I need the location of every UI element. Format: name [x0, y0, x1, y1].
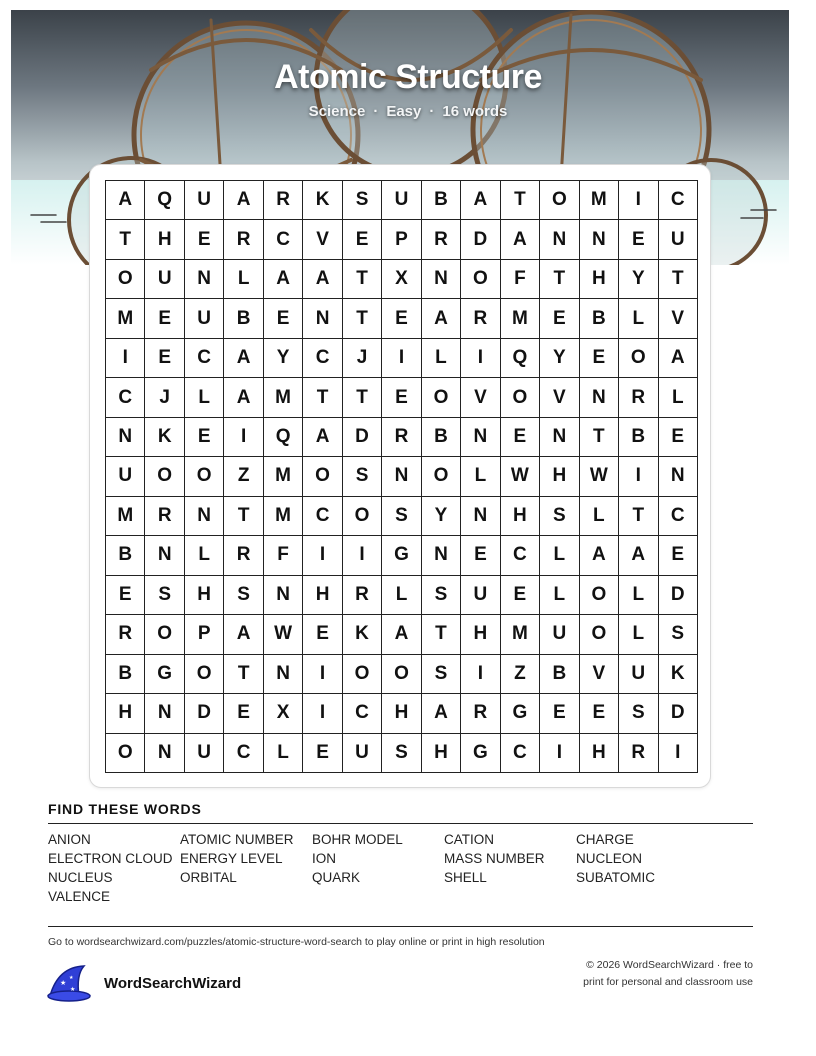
- grid-cell[interactable]: Z: [501, 655, 540, 694]
- grid-cell[interactable]: Z: [224, 457, 263, 496]
- grid-cell[interactable]: S: [343, 457, 382, 496]
- grid-cell[interactable]: N: [382, 457, 421, 496]
- grid-cell[interactable]: U: [461, 576, 500, 615]
- grid-cell[interactable]: O: [580, 576, 619, 615]
- grid-cell[interactable]: S: [540, 497, 579, 536]
- grid-cell[interactable]: E: [659, 418, 698, 457]
- grid-cell[interactable]: O: [343, 497, 382, 536]
- grid-cell[interactable]: H: [461, 615, 500, 654]
- grid-cell[interactable]: R: [461, 299, 500, 338]
- grid-cell[interactable]: O: [382, 655, 421, 694]
- grid-cell[interactable]: W: [264, 615, 303, 654]
- grid-cell[interactable]: C: [343, 694, 382, 733]
- grid-cell[interactable]: A: [619, 536, 658, 575]
- grid-cell[interactable]: O: [185, 655, 224, 694]
- grid-cell[interactable]: C: [501, 536, 540, 575]
- grid-cell[interactable]: S: [422, 655, 461, 694]
- grid-cell[interactable]: E: [619, 220, 658, 259]
- grid-cell[interactable]: E: [659, 536, 698, 575]
- grid-cell[interactable]: M: [501, 615, 540, 654]
- grid-cell[interactable]: M: [264, 457, 303, 496]
- grid-cell[interactable]: O: [619, 339, 658, 378]
- grid-cell[interactable]: L: [382, 576, 421, 615]
- grid-cell[interactable]: C: [185, 339, 224, 378]
- grid-cell[interactable]: X: [264, 694, 303, 733]
- grid-cell[interactable]: R: [224, 220, 263, 259]
- word-list-item: NUCLEON: [576, 851, 643, 866]
- word-list-item: QUARK: [312, 870, 361, 885]
- grid-cell[interactable]: O: [106, 734, 145, 773]
- grid-cell[interactable]: D: [343, 418, 382, 457]
- grid-cell[interactable]: H: [303, 576, 342, 615]
- grid-cell[interactable]: H: [580, 260, 619, 299]
- grid-cell[interactable]: W: [501, 457, 540, 496]
- brand[interactable]: [46, 963, 241, 1003]
- grid-cell[interactable]: S: [422, 576, 461, 615]
- grid-cell[interactable]: E: [343, 220, 382, 259]
- grid-cell[interactable]: I: [619, 457, 658, 496]
- grid-cell[interactable]: H: [580, 734, 619, 773]
- grid-cell[interactable]: L: [580, 497, 619, 536]
- grid-cell[interactable]: F: [501, 260, 540, 299]
- grid-cell[interactable]: Y: [264, 339, 303, 378]
- grid-cell[interactable]: I: [303, 655, 342, 694]
- grid-cell[interactable]: H: [422, 734, 461, 773]
- grid-cell[interactable]: K: [659, 655, 698, 694]
- grid-cell[interactable]: I: [659, 734, 698, 773]
- grid-cell[interactable]: I: [106, 339, 145, 378]
- grid-cell[interactable]: I: [461, 655, 500, 694]
- grid-cell[interactable]: T: [343, 299, 382, 338]
- word-list-item: VALENCE: [48, 889, 111, 904]
- grid-cell[interactable]: A: [106, 181, 145, 220]
- wizard-hat-icon: [46, 963, 92, 1003]
- grid-cell[interactable]: S: [145, 576, 184, 615]
- grid-cell[interactable]: T: [501, 181, 540, 220]
- grid-cell[interactable]: C: [303, 339, 342, 378]
- grid-cell[interactable]: U: [185, 181, 224, 220]
- grid-cell[interactable]: I: [382, 339, 421, 378]
- grid-cell[interactable]: H: [106, 694, 145, 733]
- grid-cell[interactable]: I: [461, 339, 500, 378]
- grid-cell[interactable]: R: [382, 418, 421, 457]
- grid-cell[interactable]: N: [461, 418, 500, 457]
- grid-cell[interactable]: P: [185, 615, 224, 654]
- divider: [48, 926, 753, 927]
- grid-cell[interactable]: I: [540, 734, 579, 773]
- word-list-item: CATION: [444, 832, 494, 847]
- word-list-heading: FIND THESE WORDS: [48, 801, 202, 817]
- grid-cell[interactable]: S: [619, 694, 658, 733]
- grid-cell[interactable]: E: [540, 694, 579, 733]
- grid-cell[interactable]: E: [382, 299, 421, 338]
- grid-cell[interactable]: V: [580, 655, 619, 694]
- grid-cell[interactable]: M: [106, 497, 145, 536]
- copyright-text: © 2026 WordSearchWizard · free to print for personal and classroom use: [583, 959, 753, 988]
- grid-cell[interactable]: R: [224, 536, 263, 575]
- grid-cell[interactable]: T: [580, 418, 619, 457]
- grid-cell[interactable]: A: [224, 615, 263, 654]
- grid-cell[interactable]: M: [264, 497, 303, 536]
- grid-cell[interactable]: L: [540, 536, 579, 575]
- grid-cell[interactable]: U: [185, 734, 224, 773]
- grid-cell[interactable]: M: [580, 181, 619, 220]
- grid-cell[interactable]: N: [145, 734, 184, 773]
- word-list-item: SHELL: [444, 870, 487, 885]
- grid-cell[interactable]: H: [540, 457, 579, 496]
- word-list-item: CHARGE: [576, 832, 634, 847]
- grid-cell[interactable]: T: [659, 260, 698, 299]
- grid-cell[interactable]: T: [422, 615, 461, 654]
- grid-cell[interactable]: B: [422, 181, 461, 220]
- grid-cell[interactable]: B: [106, 655, 145, 694]
- grid-cell[interactable]: I: [619, 181, 658, 220]
- grid-cell[interactable]: O: [145, 457, 184, 496]
- svg-text:★: ★: [60, 979, 67, 987]
- letter-grid: [105, 180, 698, 773]
- grid-cell[interactable]: L: [540, 576, 579, 615]
- grid-cell[interactable]: C: [303, 497, 342, 536]
- grid-cell[interactable]: N: [540, 220, 579, 259]
- grid-cell[interactable]: L: [461, 457, 500, 496]
- word-list-item: ELECTRON CLOUD: [48, 851, 173, 866]
- grid-cell[interactable]: G: [145, 655, 184, 694]
- grid-cell[interactable]: D: [659, 694, 698, 733]
- grid-cell[interactable]: N: [185, 497, 224, 536]
- grid-cell[interactable]: N: [580, 378, 619, 417]
- word-list-item: BOHR MODEL: [312, 832, 403, 847]
- grid-cell[interactable]: Q: [145, 181, 184, 220]
- grid-cell[interactable]: G: [461, 734, 500, 773]
- grid-cell[interactable]: U: [659, 220, 698, 259]
- grid-cell[interactable]: R: [619, 734, 658, 773]
- grid-cell[interactable]: N: [303, 299, 342, 338]
- grid-cell[interactable]: E: [580, 339, 619, 378]
- difficulty-label: Easy: [386, 103, 422, 120]
- word-list-item: ENERGY LEVEL: [180, 851, 283, 866]
- grid-cell[interactable]: A: [580, 536, 619, 575]
- grid-cell[interactable]: U: [540, 615, 579, 654]
- grid-cell[interactable]: L: [619, 615, 658, 654]
- grid-cell[interactable]: R: [145, 497, 184, 536]
- grid-cell[interactable]: C: [501, 734, 540, 773]
- grid-cell[interactable]: R: [422, 220, 461, 259]
- svg-text:★: ★: [70, 986, 76, 993]
- grid-cell[interactable]: N: [422, 536, 461, 575]
- grid-cell[interactable]: L: [185, 536, 224, 575]
- grid-cell[interactable]: E: [145, 299, 184, 338]
- grid-cell[interactable]: B: [106, 536, 145, 575]
- grid-cell[interactable]: A: [422, 299, 461, 338]
- grid-cell[interactable]: J: [145, 378, 184, 417]
- grid-cell[interactable]: M: [106, 299, 145, 338]
- grid-cell[interactable]: K: [145, 418, 184, 457]
- grid-cell[interactable]: A: [461, 181, 500, 220]
- grid-cell[interactable]: O: [185, 457, 224, 496]
- grid-cell[interactable]: I: [303, 694, 342, 733]
- grid-cell[interactable]: U: [619, 655, 658, 694]
- grid-cell[interactable]: H: [382, 694, 421, 733]
- grid-cell[interactable]: T: [224, 655, 263, 694]
- puzzle-meta: [0, 103, 816, 120]
- grid-cell[interactable]: J: [343, 339, 382, 378]
- grid-cell[interactable]: O: [343, 655, 382, 694]
- grid-cell[interactable]: E: [501, 576, 540, 615]
- grid-cell[interactable]: C: [224, 734, 263, 773]
- grid-cell[interactable]: Y: [619, 260, 658, 299]
- meta-separator: ·: [373, 103, 379, 120]
- grid-cell[interactable]: L: [619, 299, 658, 338]
- grid-cell[interactable]: T: [619, 497, 658, 536]
- grid-cell[interactable]: E: [461, 536, 500, 575]
- grid-cell[interactable]: N: [540, 418, 579, 457]
- grid-cell[interactable]: T: [224, 497, 263, 536]
- grid-cell[interactable]: A: [422, 694, 461, 733]
- grid-cell[interactable]: C: [264, 220, 303, 259]
- grid-cell[interactable]: L: [659, 378, 698, 417]
- grid-cell[interactable]: N: [659, 457, 698, 496]
- grid-cell[interactable]: O: [422, 378, 461, 417]
- grid-cell[interactable]: E: [303, 734, 342, 773]
- grid-cell[interactable]: U: [185, 299, 224, 338]
- word-count-label: 16 words: [442, 103, 508, 120]
- grid-cell[interactable]: B: [224, 299, 263, 338]
- grid-cell[interactable]: N: [461, 497, 500, 536]
- grid-cell[interactable]: I: [343, 536, 382, 575]
- grid-cell[interactable]: E: [185, 220, 224, 259]
- meta-separator: ·: [429, 103, 435, 120]
- grid-cell[interactable]: T: [343, 378, 382, 417]
- grid-cell[interactable]: O: [501, 378, 540, 417]
- play-online-note[interactable]: Go to wordsearchwizard.com/puzzles/atomic-structure-word-search to play online or print in high resolution: [48, 936, 545, 948]
- grid-cell[interactable]: L: [422, 339, 461, 378]
- grid-cell[interactable]: A: [303, 418, 342, 457]
- grid-cell[interactable]: L: [619, 576, 658, 615]
- grid-cell[interactable]: S: [382, 497, 421, 536]
- grid-cell[interactable]: T: [540, 260, 579, 299]
- grid-cell[interactable]: A: [224, 339, 263, 378]
- puzzle-title: Atomic Structure: [274, 58, 542, 96]
- grid-cell[interactable]: A: [264, 260, 303, 299]
- grid-cell[interactable]: T: [303, 378, 342, 417]
- grid-cell[interactable]: H: [185, 576, 224, 615]
- word-list-item: SUBATOMIC: [576, 870, 656, 885]
- brand-name: WordSearchWizard: [104, 974, 242, 992]
- grid-cell[interactable]: F: [264, 536, 303, 575]
- grid-cell[interactable]: B: [580, 299, 619, 338]
- grid-cell[interactable]: W: [580, 457, 619, 496]
- grid-cell[interactable]: U: [145, 260, 184, 299]
- grid-cell[interactable]: O: [106, 260, 145, 299]
- subject-label: Science: [308, 103, 366, 120]
- word-list-item: ATOMIC NUMBER: [180, 832, 294, 847]
- grid-cell[interactable]: Q: [501, 339, 540, 378]
- grid-cell[interactable]: B: [619, 418, 658, 457]
- grid-cell[interactable]: T: [343, 260, 382, 299]
- grid-cell[interactable]: M: [501, 299, 540, 338]
- word-list: [48, 832, 753, 904]
- grid-cell[interactable]: K: [343, 615, 382, 654]
- grid-cell[interactable]: D: [185, 694, 224, 733]
- grid-cell[interactable]: N: [264, 655, 303, 694]
- grid-cell[interactable]: R: [343, 576, 382, 615]
- grid-cell[interactable]: H: [501, 497, 540, 536]
- grid-cell[interactable]: O: [461, 260, 500, 299]
- word-list-item: ION: [312, 851, 337, 866]
- grid-cell[interactable]: G: [382, 536, 421, 575]
- grid-cell[interactable]: O: [303, 457, 342, 496]
- word-list-item: MASS NUMBER: [444, 851, 545, 866]
- grid-cell[interactable]: N: [185, 260, 224, 299]
- grid-cell[interactable]: C: [659, 497, 698, 536]
- puzzle-card: [89, 164, 711, 788]
- grid-cell[interactable]: S: [224, 576, 263, 615]
- grid-cell[interactable]: U: [343, 734, 382, 773]
- grid-cell[interactable]: R: [106, 615, 145, 654]
- grid-cell[interactable]: A: [303, 260, 342, 299]
- word-list-item: ORBITAL: [180, 870, 237, 885]
- grid-cell[interactable]: G: [501, 694, 540, 733]
- grid-cell[interactable]: P: [382, 220, 421, 259]
- word-list-item: NUCLEUS: [48, 870, 113, 885]
- word-list-item: ANION: [48, 832, 91, 847]
- grid-cell[interactable]: V: [659, 299, 698, 338]
- grid-cell[interactable]: E: [540, 299, 579, 338]
- grid-cell[interactable]: S: [659, 615, 698, 654]
- grid-cell[interactable]: L: [264, 734, 303, 773]
- grid-cell[interactable]: C: [106, 378, 145, 417]
- grid-cell[interactable]: E: [224, 694, 263, 733]
- grid-cell[interactable]: E: [580, 694, 619, 733]
- grid-cell[interactable]: N: [422, 260, 461, 299]
- grid-cell[interactable]: K: [303, 181, 342, 220]
- grid-cell[interactable]: S: [343, 181, 382, 220]
- grid-cell[interactable]: S: [382, 734, 421, 773]
- grid-cell[interactable]: L: [185, 378, 224, 417]
- grid-cell[interactable]: D: [659, 576, 698, 615]
- grid-cell[interactable]: A: [224, 181, 263, 220]
- grid-cell[interactable]: V: [303, 220, 342, 259]
- grid-cell[interactable]: A: [501, 220, 540, 259]
- grid-cell[interactable]: O: [145, 615, 184, 654]
- grid-cell[interactable]: E: [185, 418, 224, 457]
- grid-cell[interactable]: H: [145, 220, 184, 259]
- grid-cell[interactable]: A: [659, 339, 698, 378]
- grid-cell[interactable]: Q: [264, 418, 303, 457]
- grid-cell[interactable]: O: [580, 615, 619, 654]
- grid-cell[interactable]: N: [145, 694, 184, 733]
- grid-cell[interactable]: V: [540, 378, 579, 417]
- grid-cell[interactable]: V: [461, 378, 500, 417]
- grid-cell[interactable]: E: [106, 576, 145, 615]
- grid-cell[interactable]: R: [264, 181, 303, 220]
- svg-text:★: ★: [69, 975, 74, 981]
- grid-cell[interactable]: Y: [540, 339, 579, 378]
- grid-cell[interactable]: C: [659, 181, 698, 220]
- grid-cell[interactable]: N: [145, 536, 184, 575]
- grid-cell[interactable]: E: [264, 299, 303, 338]
- grid-cell[interactable]: B: [540, 655, 579, 694]
- grid-cell[interactable]: N: [264, 576, 303, 615]
- grid-cell[interactable]: X: [382, 260, 421, 299]
- grid-cell[interactable]: E: [303, 615, 342, 654]
- grid-cell[interactable]: N: [106, 418, 145, 457]
- grid-cell[interactable]: I: [303, 536, 342, 575]
- grid-cell[interactable]: E: [145, 339, 184, 378]
- grid-cell[interactable]: O: [540, 181, 579, 220]
- grid-cell[interactable]: R: [461, 694, 500, 733]
- grid-cell[interactable]: N: [580, 220, 619, 259]
- grid-cell[interactable]: M: [264, 378, 303, 417]
- grid-cell[interactable]: E: [382, 378, 421, 417]
- grid-cell[interactable]: L: [224, 260, 263, 299]
- grid-cell[interactable]: I: [224, 418, 263, 457]
- grid-cell[interactable]: R: [619, 378, 658, 417]
- grid-cell[interactable]: D: [461, 220, 500, 259]
- grid-cell[interactable]: B: [422, 418, 461, 457]
- grid-cell[interactable]: Y: [422, 497, 461, 536]
- grid-cell[interactable]: U: [382, 181, 421, 220]
- grid-cell[interactable]: A: [382, 615, 421, 654]
- grid-cell[interactable]: U: [106, 457, 145, 496]
- grid-cell[interactable]: E: [501, 418, 540, 457]
- grid-cell[interactable]: A: [224, 378, 263, 417]
- grid-cell[interactable]: T: [106, 220, 145, 259]
- grid-cell[interactable]: O: [422, 457, 461, 496]
- divider: [48, 823, 753, 824]
